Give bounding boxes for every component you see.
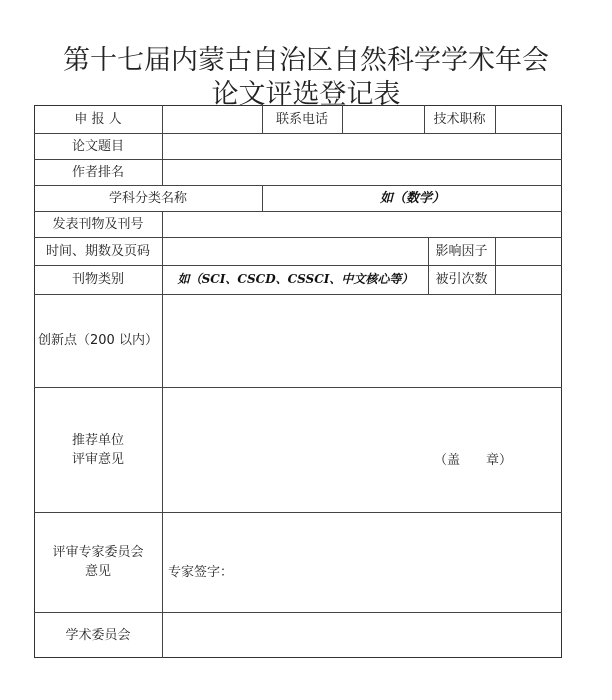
- phone-label: 联系电话: [275, 111, 328, 127]
- innovation-field[interactable]: [163, 294, 562, 387]
- phone-field[interactable]: [343, 105, 424, 133]
- journal-type-example[interactable]: 如（SCI、CSCD、CSSCI、中文核心等）: [177, 272, 414, 286]
- author-rank-label: 作者排名: [71, 164, 124, 180]
- applicant-field[interactable]: [163, 105, 262, 133]
- citations-label: 被引次数: [435, 272, 488, 287]
- innovation-label: 创新点（200 以内）: [38, 333, 158, 348]
- journal-field[interactable]: [163, 211, 562, 237]
- issue-field[interactable]: [163, 237, 428, 265]
- impact-label: 影响因子: [435, 243, 488, 259]
- paper-title-label: 论文题目: [71, 138, 124, 154]
- recommend-label-line1: 推荐单位: [71, 432, 124, 448]
- form-title-line1: 第十七届内蒙古自治区自然科学学术年会: [63, 45, 549, 76]
- impact-field[interactable]: [496, 237, 562, 265]
- committee-label: 学术委员会: [65, 627, 131, 643]
- tech-title-field[interactable]: [496, 105, 562, 133]
- expert-label-line1: 评审专家委员会: [52, 545, 144, 560]
- issue-label: 时间、期数及页码: [45, 243, 150, 259]
- subject-label: 学科分类名称: [108, 190, 187, 206]
- form-title-line2: 论文评选登记表: [211, 79, 401, 110]
- journal-label: 发表刊物及刊号: [52, 216, 144, 232]
- tech-title-label: 技术职称: [433, 111, 486, 127]
- citations-field[interactable]: [496, 265, 562, 294]
- recommend-label: [34, 387, 162, 512]
- author-rank-field[interactable]: [163, 159, 562, 185]
- paper-title-field[interactable]: [163, 133, 562, 159]
- subject-example[interactable]: 如（数学）: [379, 190, 445, 206]
- expert-label: [34, 512, 162, 612]
- seal-text: （盖 章）: [434, 452, 513, 468]
- applicant-label: 申 报 人: [74, 111, 122, 127]
- recommend-label-line2: 评审意见: [71, 451, 124, 467]
- committee-field[interactable]: [163, 612, 562, 658]
- journal-type-label: 刊物类别: [71, 272, 124, 287]
- expert-signature: 专家签字：: [168, 564, 234, 580]
- expert-label-line2: 意见: [84, 564, 111, 579]
